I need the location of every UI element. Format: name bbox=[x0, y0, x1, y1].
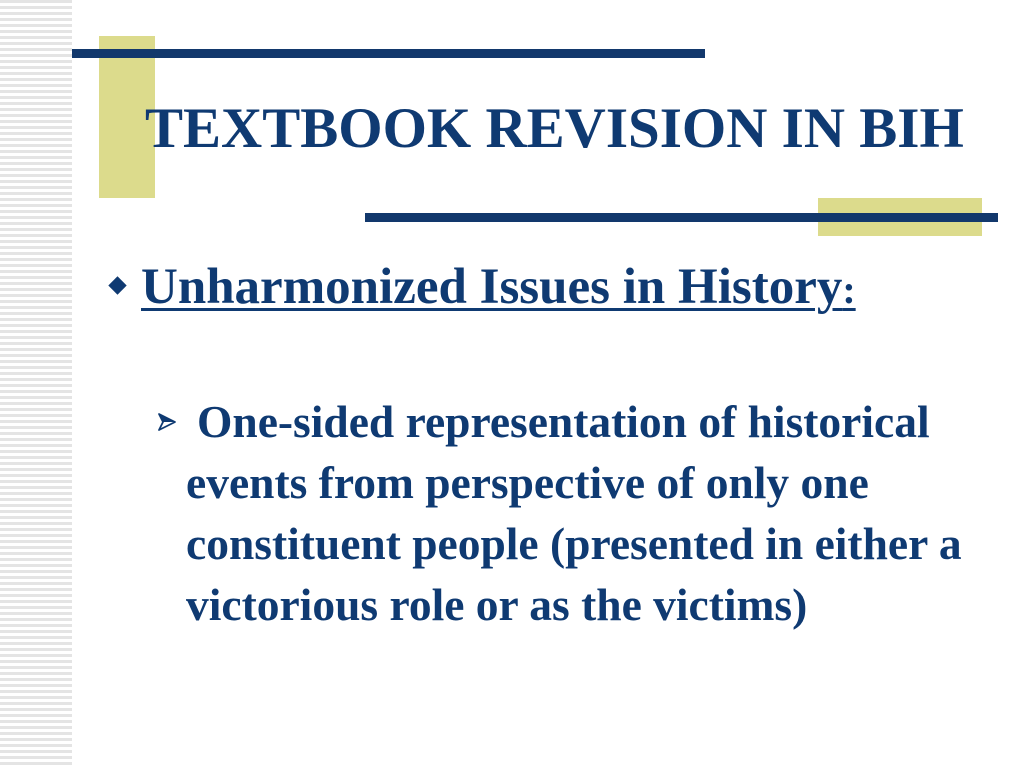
title-rule-top bbox=[72, 49, 705, 58]
sub-bullet-line: One-sided representation of historical bbox=[197, 396, 930, 447]
arrowhead-bullet-icon bbox=[157, 412, 177, 432]
diamond-bullet-icon bbox=[108, 276, 126, 294]
sub-bullet-line: events from perspective of only one bbox=[186, 457, 869, 508]
sub-bullet-line: victorious role or as the victims) bbox=[186, 579, 808, 630]
sub-bullet-line: constituent people (presented in either a bbox=[186, 518, 962, 569]
bullet-heading bbox=[141, 259, 856, 315]
left-stripe-decoration bbox=[0, 0, 72, 768]
slide-title: TEXTBOOK REVISION IN BIH bbox=[145, 97, 964, 160]
title-rule-bottom bbox=[365, 213, 998, 222]
bullet-heading-text: Unharmonized Issues in History bbox=[141, 259, 843, 315]
bullet-heading-colon: : bbox=[842, 267, 856, 312]
